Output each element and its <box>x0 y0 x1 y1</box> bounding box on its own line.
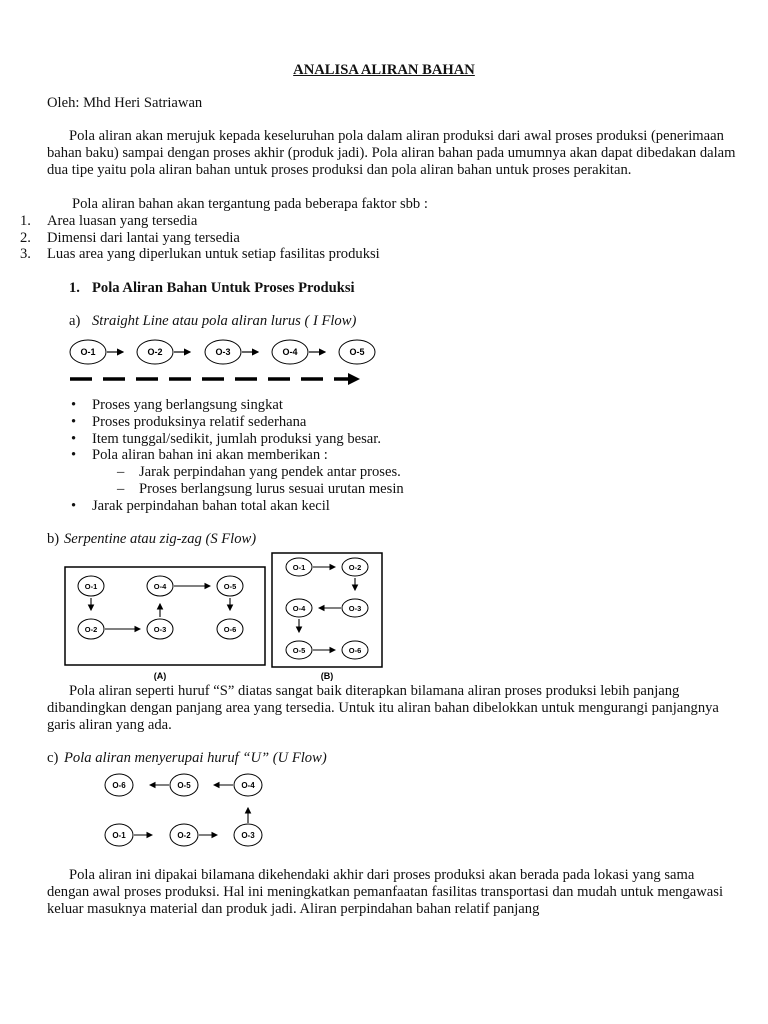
s-flow-diagram-b <box>268 550 388 684</box>
svg-text:O-2: O-2 <box>177 831 191 840</box>
s-flow-paragraph: Pola aliran seperti huruf “S” diatas sangat baik diterapkan bilamana aliran proses produksi lebih panjang dibandingkan dengan panjang area yang tersedia. Untuk itu aliran bahan dibelokkan untuk mengurangi panjangnya garis aliran yang ada. <box>47 683 719 733</box>
bullet-item: Proses produksinya relatif sederhana <box>92 414 307 430</box>
u-flow-node <box>105 824 133 846</box>
svg-text:O-5: O-5 <box>292 646 306 655</box>
bullet-mark: • <box>71 431 77 447</box>
svg-text:O-6: O-6 <box>112 781 126 790</box>
i-flow-node <box>272 340 308 364</box>
bullet-item: Jarak perpindahan bahan total akan kecil <box>92 498 330 514</box>
bullet-mark: • <box>71 414 77 430</box>
s-flow-b-caption: (B) <box>320 671 334 681</box>
factors-intro: Pola aliran bahan akan tergantung pada beberapa faktor sbb : <box>72 196 428 212</box>
svg-text:O-4: O-4 <box>282 347 298 357</box>
svg-text:O-3: O-3 <box>153 625 167 634</box>
document-title: ANALISA ALIRAN BAHAN <box>293 62 475 78</box>
svg-text:O-3: O-3 <box>215 347 231 357</box>
s-flow-node <box>286 558 312 576</box>
s-flow-diagram-a <box>60 562 270 684</box>
factor-number: 2. <box>20 230 31 246</box>
svg-text:O-5: O-5 <box>349 347 365 357</box>
s-flow-a-caption: (A) <box>153 671 167 681</box>
s-flow-node <box>342 599 368 617</box>
sub-bullet-mark: – <box>117 464 125 480</box>
svg-text:O-4: O-4 <box>241 781 255 790</box>
factor-item: Area luasan yang tersedia <box>47 213 198 229</box>
svg-text:O-1: O-1 <box>112 831 126 840</box>
u-flow-paragraph: Pola aliran ini dipakai bilamana dikehendaki akhir dari proses produksi akan berada pada lokasi yang sama dengan awal proses produksi. Hal ini meningkatkan pemanfaatan fasilitas transportasi dan mudah untuk mengawasi keluar masuknya material dan produk jadi. Aliran perpindahan bahan relatif panjang <box>47 867 723 917</box>
u-flow-diagram <box>95 770 275 852</box>
u-flow-node <box>234 824 262 846</box>
u-flow-node <box>234 774 262 796</box>
u-flow-node <box>105 774 133 796</box>
bullet-item: Proses yang berlangsung singkat <box>92 397 283 413</box>
sub-b-heading: Serpentine atau zig-zag (S Flow) <box>64 531 257 547</box>
intro-paragraph: Pola aliran akan merujuk kepada keseluruhan pola dalam aliran produksi dari awal proses produksi (penerimaan bahan baku) sampai dengan proses akhir (produk jadi). Pola aliran bahan pada umumnya akan dapat dibedakan dalam dua tipe yaitu pola aliran bahan untuk proses produksi dan pola aliran bahan untuk proses perakitan. <box>47 128 736 178</box>
i-flow-node <box>137 340 173 364</box>
sub-a-heading: Straight Line atau pola aliran lurus ( I Flow) <box>92 313 357 329</box>
s-flow-node <box>217 619 243 639</box>
i-flow-diagram <box>60 335 380 395</box>
sub-c-heading: Pola aliran menyerupai huruf “U” (U Flow) <box>64 750 327 766</box>
sub-c-label: c) <box>47 750 59 766</box>
svg-text:O-3: O-3 <box>241 831 255 840</box>
section1-heading: Pola Aliran Bahan Untuk Proses Produksi <box>92 280 355 296</box>
bullet-item: Item tunggal/sedikit, jumlah produksi yang besar. <box>92 431 381 447</box>
i-flow-node <box>339 340 375 364</box>
s-flow-node <box>78 619 104 639</box>
i-flow-node <box>205 340 241 364</box>
s-flow-node <box>286 641 312 659</box>
svg-text:O-1: O-1 <box>80 347 96 357</box>
bullet-mark: • <box>71 397 77 413</box>
s-flow-node <box>217 576 243 596</box>
s-flow-node <box>342 558 368 576</box>
sub-a-label: a) <box>69 313 81 329</box>
sub-bullet-mark: – <box>117 481 125 497</box>
svg-text:O-2: O-2 <box>84 625 98 634</box>
s-flow-node <box>342 641 368 659</box>
svg-text:O-5: O-5 <box>177 781 191 790</box>
factor-item: Dimensi dari lantai yang tersedia <box>47 230 240 246</box>
sub-bullet-item: Proses berlangsung lurus sesuai urutan mesin <box>139 481 404 497</box>
svg-text:O-4: O-4 <box>292 604 306 613</box>
svg-text:O-2: O-2 <box>147 347 163 357</box>
bullet-mark: • <box>71 447 77 463</box>
u-flow-node <box>170 774 198 796</box>
i-flow-node <box>70 340 106 364</box>
section1-number: 1. <box>69 280 80 296</box>
factor-item: Luas area yang diperlukan untuk setiap fasilitas produksi <box>47 246 380 262</box>
author-line: Oleh: Mhd Heri Satriawan <box>47 95 203 111</box>
svg-text:O-2: O-2 <box>348 563 362 572</box>
svg-text:O-4: O-4 <box>153 582 167 591</box>
sub-b-label: b) <box>47 531 60 547</box>
svg-text:O-5: O-5 <box>223 582 237 591</box>
factor-number: 3. <box>20 246 31 262</box>
bullet-mark: • <box>71 498 77 514</box>
svg-text:O-6: O-6 <box>223 625 237 634</box>
svg-text:O-1: O-1 <box>292 563 306 572</box>
bullet-item: Pola aliran bahan ini akan memberikan : <box>92 447 328 463</box>
sub-bullet-item: Jarak perpindahan yang pendek antar proses. <box>139 464 401 480</box>
factor-number: 1. <box>20 213 31 229</box>
u-flow-node <box>170 824 198 846</box>
dashed-flow-arrowhead <box>348 373 360 385</box>
svg-text:O-3: O-3 <box>348 604 362 613</box>
s-flow-node <box>78 576 104 596</box>
s-flow-node <box>286 599 312 617</box>
svg-text:O-6: O-6 <box>348 646 362 655</box>
s-flow-node <box>147 619 173 639</box>
s-flow-node <box>147 576 173 596</box>
svg-text:O-1: O-1 <box>84 582 98 591</box>
